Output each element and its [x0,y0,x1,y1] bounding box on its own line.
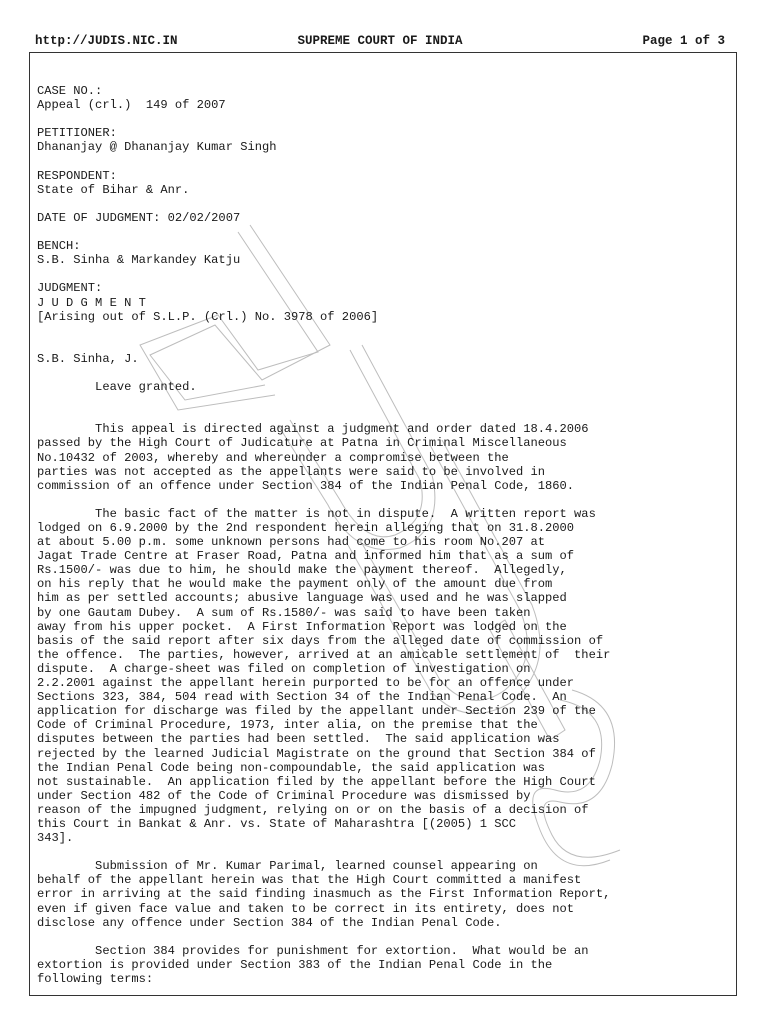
judgment-heading: J U D G M E N T [37,295,146,310]
source-url: http://JUDIS.NIC.IN [35,34,178,48]
page-header [35,33,725,49]
leave-granted: Leave granted. [37,380,197,395]
paragraph-3: Submission of Mr. Kumar Parimal, learned counsel appearing on behalf of the appellant herein was that the High Court committed a manifest error in arriving at the said finding inasmuch as the First Information Report, even if given face value and taken to be correct in its entirety, does not disclose any offence under Section 384 of the Indian Penal Code. [37,859,611,930]
document-body [37,70,727,1000]
arising-out-of: [Arising out of S.L.P. (Crl.) No. 3978 of 2006] [37,309,379,324]
petitioner-label: PETITIONER: [37,126,117,141]
page-number: Page 1 of 3 [642,34,725,48]
paragraph-4: Section 384 provides for punishment for extortion. What would be an extortion is provided under Section 383 of the Indian Penal Code in the following terms: [37,943,589,986]
case-number-label: CASE NO.: [37,84,103,99]
respondent-label: RESPONDENT: [37,168,117,183]
petitioner-name: Dhananjay @ Dhananjay Kumar Singh [37,140,277,155]
bench-names: S.B. Sinha & Markandey Katju [37,253,241,268]
respondent-name: State of Bihar & Anr. [37,182,190,197]
paragraph-1: This appeal is directed against a judgment and order dated 18.4.2006 passed by the High Court of Judicature at Patna in Criminal Miscellaneous No.10432 of 2003, whereby and whereunder a compromise between the parties was not accepted as the appellants were said to be involved in commission of an offence under Section 384 of the Indian Penal Code, 1860. [37,422,589,493]
paragraph-2: The basic fact of the matter is not in dispute. A written report was lodged on 6.9.2000 by the 2nd respondent herein alleging that on 31.8.2000 at about 5.00 p.m. some unknown persons had come to his room No.207 at Jagat Trade Centre at Fraser Road, Patna and informed him that as a sum of Rs.1500/- was due to him, he should make the payment thereof. Allegedly, on his reply that he would make the payment only of the amount due from him as per settled accounts; abusive language was used and he was slapped by one Gautam Dubey. A sum of Rs.1580/- was said to have been taken away from his upper pocket. A First Information Report was lodged on the basis of the said report after six days from the alleged date of commission of the offence. The parties, however, arrived at an amicable settlement of their dispute. A charge-sheet was filed on completion of investigation on 2.2.2001 against the appellant herein purported to be for an offence under Sections 323, 384, 504 read with Section 34 of the Indian Penal Code. An application for discharge was filed by the appellant under Section 239 of the Code of Criminal Procedure, 1973, inter alia, on the premise that the disputes between the parties had been settled. The said application was rejected by the learned Judicial Magistrate on the ground that Section 384 of the Indian Penal Code being non-compoundable, the said application was not sustainable. An application filed by the appellant before the High Court under Section 482 of the Code of Criminal Procedure was dismissed by reason of the impugned judgment, relying on or on the basis of a decision of this Court in Bankat & Anr. vs. State of Maharashtra [(2005) 1 SCC 343]. [37,506,611,846]
date-of-judgment: DATE OF JUDGMENT: 02/02/2007 [37,210,241,225]
bench-label: BENCH: [37,239,81,254]
judgment-label: JUDGMENT: [37,281,103,296]
judgment-author: S.B. Sinha, J. [37,351,139,366]
court-name: SUPREME COURT OF INDIA [297,34,463,48]
case-number: Appeal (crl.) 149 of 2007 [37,98,226,113]
